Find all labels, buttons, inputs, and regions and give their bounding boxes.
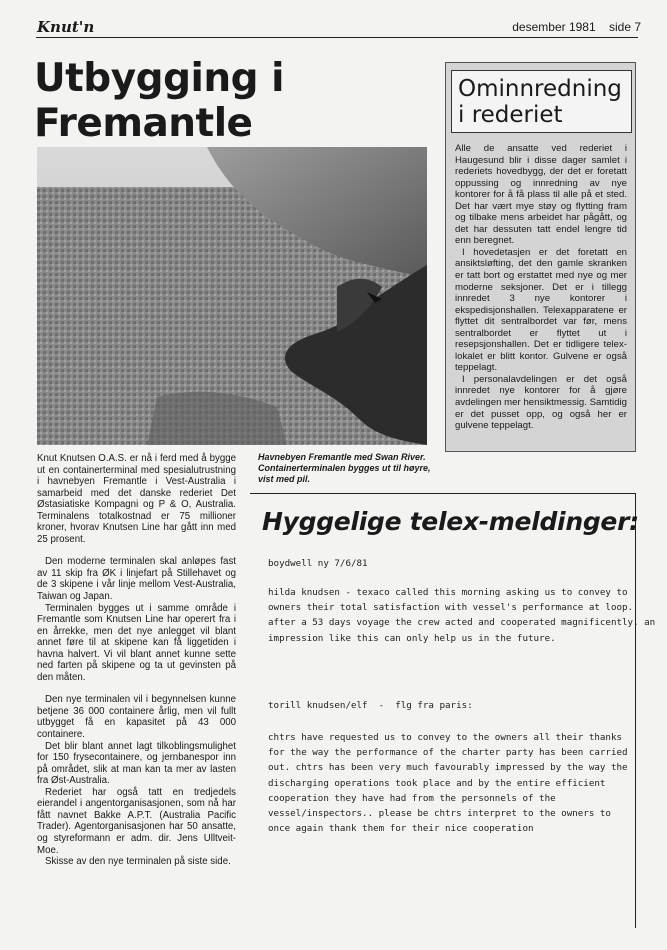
photo-caption: Havnebyen Fremantle med Swan River. Containerterminalen bygges ut til høyre, vist med pil. [258,452,431,484]
article-headline [34,56,434,146]
article-body [37,453,236,868]
sidebar-paragraph: I personalavdelingen er det også innredet nye kontorer for å gjøre avdelingen mer hensiktmessig. Samtidig er det pusset opp, og også her er gulvene teppelagt. [455,373,627,432]
issue-date-page: desember 1981 side 7 [512,20,641,34]
headline-line-2: Fremantle [34,101,253,146]
article-paragraph: Knut Knutsen O.A.S. er nå i ferd med å bygge ut en containerterminal med spesialutrustning i havnebyen Fremantle i Vest-Australia i samarbeid med det danske rederiet Det Østasiatiske Kompagni og P & O, Australia. Terminalens totalkostnad er 75 millioner kroner, hvorav Knutsen Line har gått inn med 25 prosent. [37,453,236,545]
article-paragraph: Rederiet har også tatt en tredjedels eierandel i angentorganisasjonen, som nå har fått navnet Bakke A.P.T. (Australia Pacific Trader). Agentorganisasjonen har 50 ansatte, og styreformann er adm. dir. Jens Ulltveit-Moe. [37,786,236,856]
article-paragraph: Skisse av den nye terminalen på siste side. [45,856,231,868]
headline-line-1: Utbygging i [34,56,284,101]
sidebar-title-line-2: i rederiet [458,102,563,128]
article-paragraph: Terminalen bygges ut i samme område i Fremantle som Knutsen Line har operert fra i en årrekke, men det nye anlegget vil blant annet føre til at skipene kan få liggetiden i havna halvert. Vi vil blant annet kunne sette ned farten på skipene og ta ut gevinsten på den måten. [37,602,236,683]
sidebar-title-line-1: Ominnredning [458,76,622,102]
sidebar-title [451,70,632,133]
telex-date-line: boydwell ny 7/6/81 [268,558,368,569]
aerial-photo [37,147,427,445]
header-rule [36,37,638,38]
sidebar-paragraph: Alle de ansatte ved rederiet i Haugesund blir i disse dager samlet i rederiets hovedbygg, der det er foretatt oppussing og innredning av nye kontorer for å få plass til alle på et sted. Det har vært mye støy og flytting fram og tilbake mens arbeidet har pågått, og det har dessuten tatt endel lengre tid enn beregnet. [455,143,627,247]
telex-side-rule [635,493,636,928]
telex-message-2: chtrs have requested us to convey to the owners all their thanks for the way the performance of the charter party has been carried out. chtrs has been very much favourably impressed by the way the discharging operations took place and by the entire efficient cooperation they have had from the personnels of the vessel/inspectors.. please be chtrs interpret to the owners to once again thank them for their nice cooperation [268,732,628,835]
article-paragraph: Det blir blant annet lagt tilkoblingsmulighet for 150 frysecontainere, og jernbanespor inn på området, slik at man kan ta mer av lasten fra Øst-Australia. [37,740,236,787]
sidebar-paragraph: I hovedetasjen er det foretatt en ansiktsløfting, det den gamle skranken er tatt bort og erstattet med nye og mer moderne seksjoner. Det er i tillegg innredet 3 nye kontorer i ekspedisjonshallen. Telexapparatene er flyttet dit sentralbordet var før, mens sentralbordet er flyttet ut i resepsjonshallen. Det er tidligere telex-lokalet er blitt kontor. Gulvene er også teppelagt. [455,246,627,374]
telex-message-1: hilda knudsen - texaco called this morning asking us to convey to owners their total satisfaction with vessel's performance at loop. after a 53 days voyage the crew acted and cooperated magnificently. an impression like this can only help us in the future. [268,587,656,644]
article-paragraph: Den nye terminalen vil i begynnelsen kunne betjene 36 000 containere årlig, men vil fullt utbygget få en kapasitet på 43 000 containere. [37,694,236,741]
telex-top-rule [250,493,636,494]
masthead-logo: Knut'n [37,18,95,36]
telex-heading: Hyggelige telex-meldinger: [262,507,639,536]
telex-sender-2: torill knudsen/elf - flg fra paris: [268,700,473,711]
sidebar-body [455,143,627,432]
article-paragraph: Den moderne terminalen skal anløpes fast av 11 skip fra ØK i linjefart på Stillehavet og de 3 skipene i vår linje mellom Vest-Australia, Taiwan og Japan. [37,556,236,603]
